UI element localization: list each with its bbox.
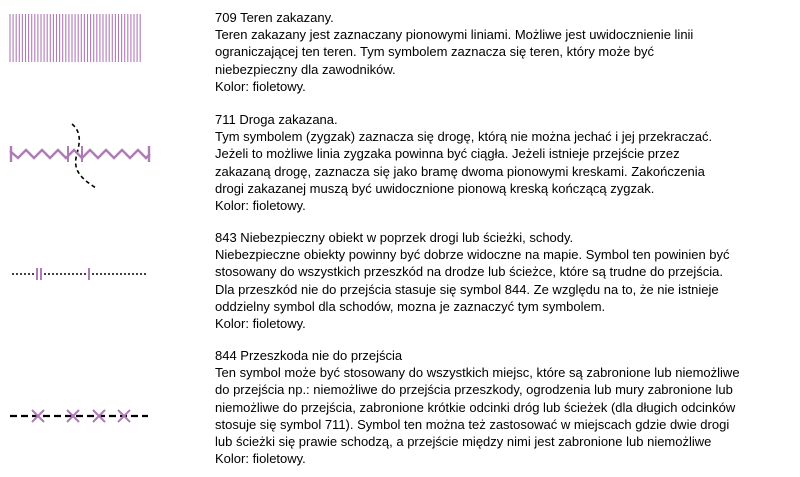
entry-title: 709 Teren zakazany. (215, 10, 334, 25)
entry-line: stosuje się symbol 711). Symbol ten można też zastosować w miejscach gdzie dwie drogi (215, 416, 730, 432)
entry-line: niebezpieczny dla zawodników. (215, 61, 396, 77)
entry-line: niemożliwe do przejścia, zabronione krótkie odcinki dróg lub ścieżek (dla długich odcinków (215, 399, 736, 415)
dotted-line-with-ticks-icon (10, 264, 150, 284)
entry-line: Ten symbol może być stosowany do wszystkich miejsc, które są zabronione lub niemożliwe (215, 365, 740, 381)
zigzag-line-icon (6, 118, 156, 193)
entry-title: 844 Przeszkoda nie do przejścia (215, 348, 403, 363)
entry-844 (215, 347, 800, 467)
entry-line: oddzielny symbol dla schodów, mozna je zaznaczyć tym symbolem. (215, 298, 606, 314)
dashed-line-with-crosses-icon (8, 404, 150, 428)
entry-color: Kolor: fioletowy. (215, 78, 306, 94)
entry-line: ograniczającej ten teren. Tym symbolem zaznacza się teren, który może być (215, 44, 655, 60)
entry-line: zakazaną drogę, zaznacza się jako bramę dwoma pionowymi kreskami. Zakończenia (215, 163, 705, 179)
entry-color: Kolor: fioletowy. (215, 198, 306, 214)
entry-711 (215, 111, 800, 214)
entry-title: 711 Droga zakazana. (215, 112, 338, 127)
vertical-purple-lines-icon (8, 14, 144, 62)
entry-line: Dla przeszkód nie do przejścia stasuje się symbol 844. Ze względu na to, że nie istnieje (215, 281, 719, 297)
entry-title: 843 Niebezpieczny obiekt w poprzek drogi lub ścieżki, schody. (215, 230, 574, 245)
entry-color: Kolor: fioletowy. (215, 316, 306, 332)
entry-line: Teren zakazany jest zaznaczany pionowymi liniami. Możliwe jest uwidocznienie linii (215, 27, 694, 43)
entry-line: stosowany do wszystkich przeszkód na drodze lub ścieżce, które są trudne do przejścia. (215, 264, 723, 280)
entry-line: drogi zakazanej muszą być uwidocznione pionową kreską kończącą zygzak. (215, 180, 655, 196)
entry-line: do przejścia np.: niemożliwe do przejścia przeszkody, ogrodzenia lub mury zabronione lub (215, 382, 733, 398)
entry-line: Niebezpieczne obiekty powinny być dobrze widoczne na mapie. Symbol ten powinien być (215, 247, 730, 263)
entry-line: lub ścieżki się prawie schodzą, a przejście między nimi jest zabronione lub niemożliwe (215, 434, 712, 450)
entry-line: Tym symbolem (zygzak) zaznacza się drogę, którą nie można jechać i jej przekraczać. (215, 129, 713, 145)
entry-709 (215, 9, 800, 95)
entry-line: Jeżeli to możliwe linia zygzaka powinna być ciągła. Jeżeli istnieje przejście przez (215, 146, 680, 162)
entry-843 (215, 229, 800, 332)
entry-color: Kolor: fioletowy. (215, 451, 306, 467)
